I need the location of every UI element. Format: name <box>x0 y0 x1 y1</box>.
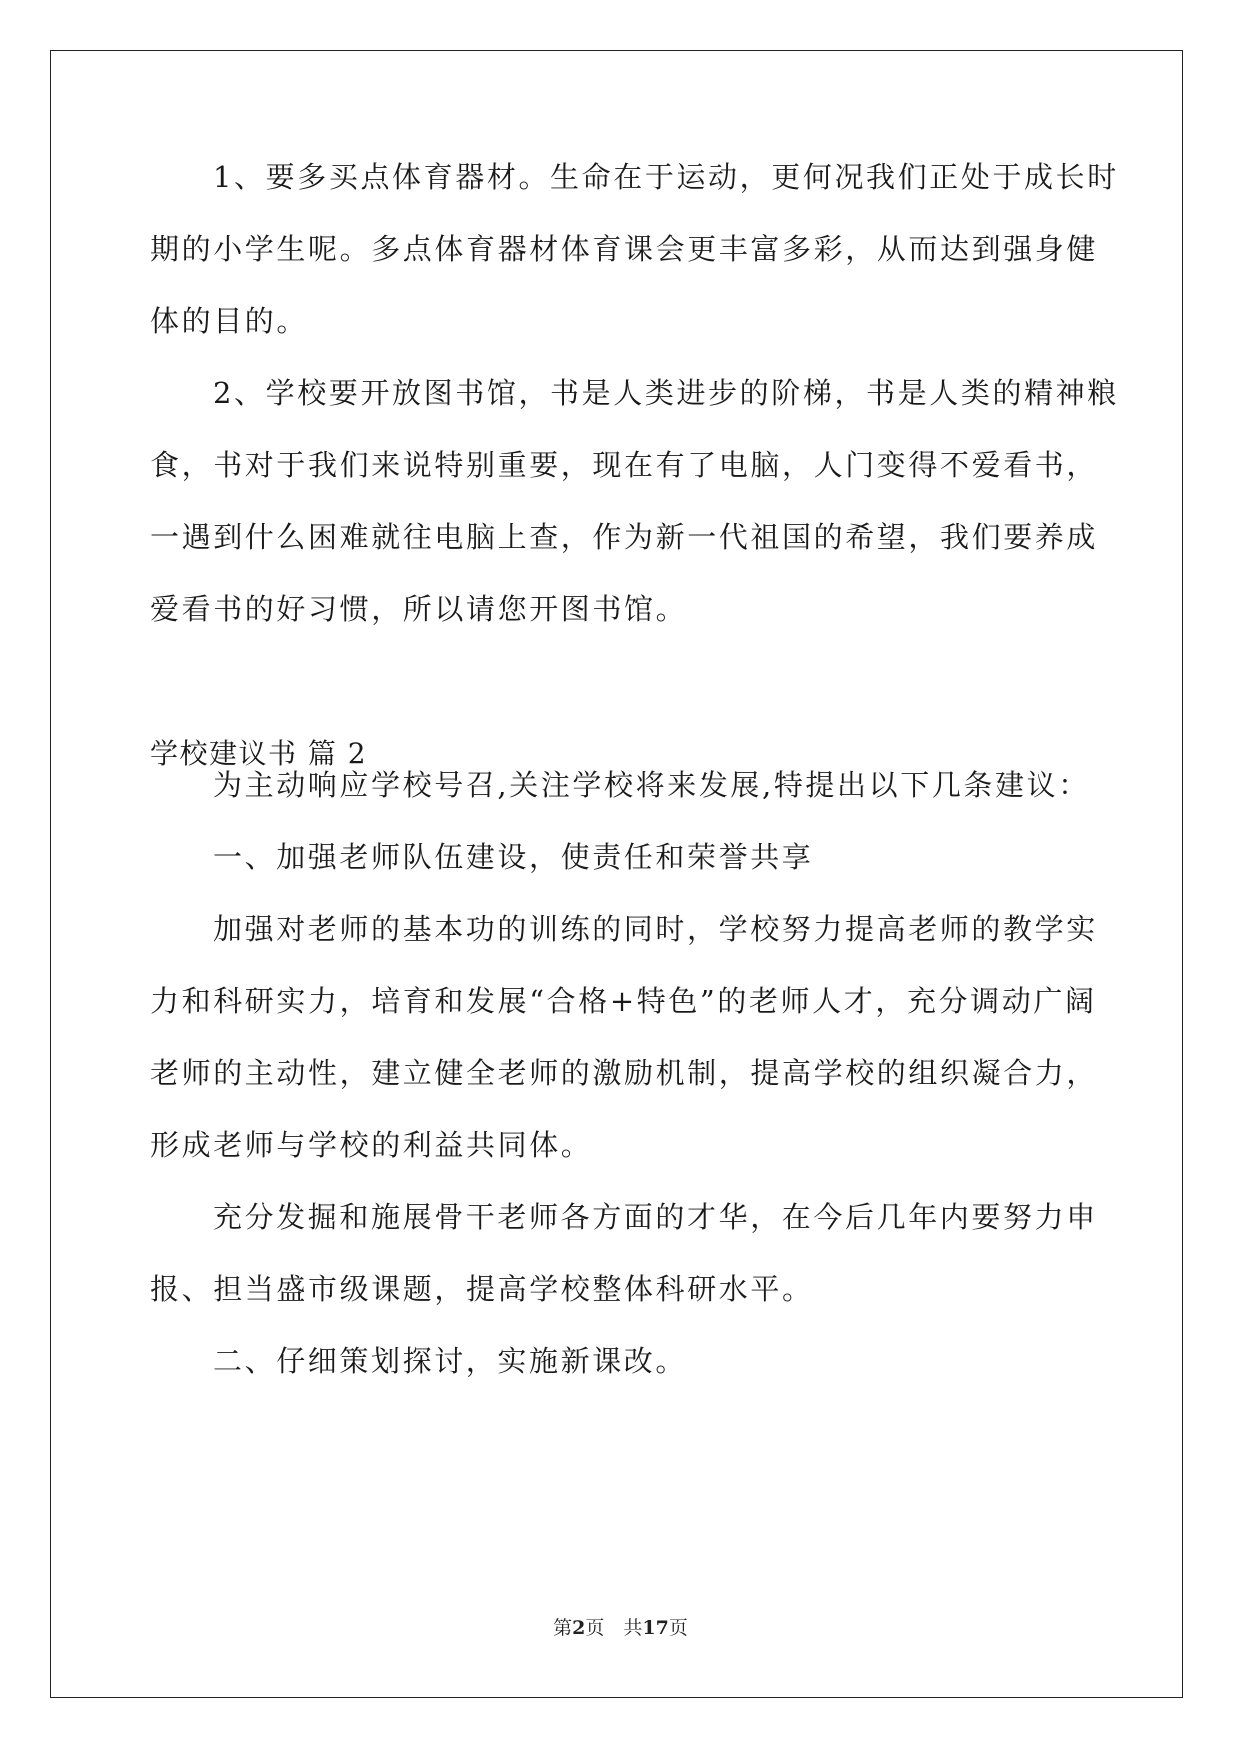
section-heading: 学校建议书 篇 2 <box>150 737 368 770</box>
footer-page-prefix: 第 <box>553 1617 573 1639</box>
paragraph-line: 期的小学生呢。多点体育器材体育课会更丰富多彩，从而达到强身健 <box>150 232 1099 266</box>
paragraph-line: 为主动响应学校号召,关注学校将来发展,特提出以下几条建议： <box>213 768 1090 802</box>
paragraph-line: 老师的主动性，建立健全老师的激励机制，提高学校的组织凝合力， <box>150 1056 1099 1090</box>
paragraph-line: 1、要多买点体育器材。生命在于运动，更何况我们正处于成长时 <box>213 160 1119 194</box>
paragraph-line: 加强对老师的基本功的训练的同时，学校努力提高老师的教学实 <box>213 912 1098 946</box>
paragraph-line: 体的目的。 <box>150 304 309 338</box>
page-footer <box>0 1616 1241 1640</box>
footer-page-current: 2 <box>572 1617 586 1639</box>
paragraph-line: 形成老师与学校的利益共同体。 <box>150 1128 593 1162</box>
footer-page-total: 17 <box>642 1617 669 1639</box>
paragraph-line: 一遇到什么困难就往电脑上查，作为新一代祖国的希望，我们要养成 <box>150 520 1099 554</box>
paragraph-line: 报、担当盛市级课题，提高学校整体科研水平。 <box>150 1272 814 1306</box>
paragraph-line: 力和科研实力，培育和发展“合格+特色”的老师人才，充分调动广阔 <box>150 984 1097 1018</box>
paragraph-line: 爱看书的好习惯，所以请您开图书馆。 <box>150 592 688 626</box>
footer-page-suffix: 页 <box>668 1617 688 1639</box>
paragraph-line: 食，书对于我们来说特别重要，现在有了电脑，人门变得不爱看书， <box>150 448 1099 482</box>
footer-page-mid: 页 共 <box>585 1617 643 1639</box>
paragraph-line: 充分发掘和施展骨干老师各方面的才华，在今后几年内要努力申 <box>213 1200 1098 1234</box>
paragraph-line: 2、学校要开放图书馆，书是人类进步的阶梯，书是人类的精神粮 <box>213 376 1119 410</box>
paragraph-line: 二、仔细策划探讨，实施新课改。 <box>213 1344 688 1378</box>
paragraph-line: 一、加强老师队伍建设，使责任和荣誉共享 <box>213 840 814 874</box>
